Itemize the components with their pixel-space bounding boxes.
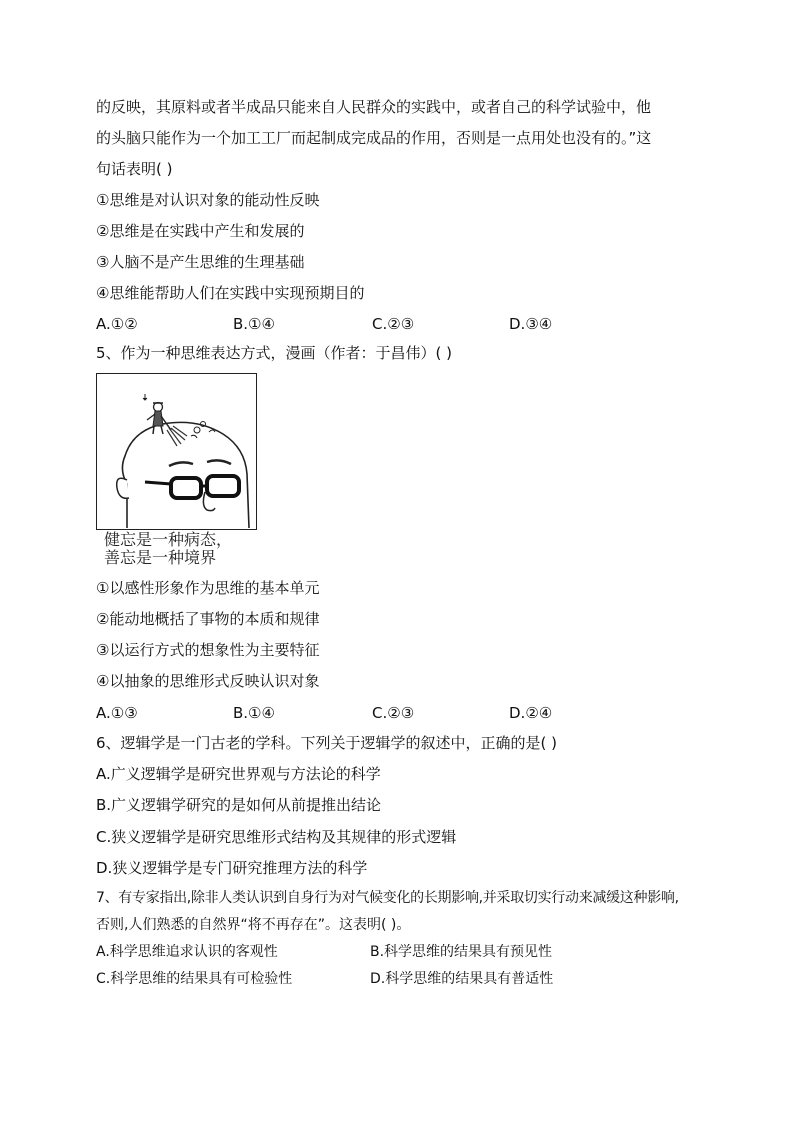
q5-option-c: C.②③: [372, 704, 415, 722]
q4-statement-2: ②思维是在实践中产生和发展的: [96, 222, 305, 240]
q7-option-d: D.科学思维的结果具有普适性: [370, 971, 554, 987]
q5-stem: 5、作为一种思维表达方式，漫画（作者：于昌伟）( ): [96, 344, 453, 362]
cartoon-image: [96, 373, 257, 530]
q5-statement-2: ②能动地概括了事物的本质和规律: [96, 610, 320, 628]
q4-statement-4: ④思维能帮助人们在实践中实现预期目的: [96, 284, 365, 302]
q7-option-a: A.科学思维追求认识的客观性: [96, 944, 278, 960]
q4-stem-line-3: 句话表明( ): [96, 160, 173, 178]
q5-statement-3: ③以运行方式的想象性为主要特征: [96, 641, 320, 659]
cartoon-drawing: [97, 374, 255, 528]
q5-statement-4: ④以抽象的思维形式反映认识对象: [96, 672, 320, 690]
q7-option-c: C.科学思维的结果具有可检验性: [96, 971, 293, 987]
q4-option-d: D.③④: [509, 315, 553, 333]
cartoon-caption-line-2: 善忘是一种境界: [104, 548, 217, 567]
q6-option-d: D.狭义逻辑学是专门研究推理方法的科学: [96, 859, 368, 877]
q6-option-c: C.狭义逻辑学是研究思维形式结构及其规律的形式逻辑: [96, 828, 457, 846]
q4-stem-line-1: 的反映，其原料或者半成品只能来自人民群众的实践中，或者自己的科学试验中，他: [96, 98, 652, 116]
q4-option-a: A.①②: [96, 315, 138, 333]
q5-statement-1: ①以感性形象作为思维的基本单元: [96, 579, 320, 597]
q5-option-a: A.①③: [96, 704, 138, 722]
q4-option-c: C.②③: [372, 315, 415, 333]
q4-statement-1: ①思维是对认识对象的能动性反映: [96, 191, 320, 209]
q7-stem-line-1: 7、有专家指出,除非人类认识到自身行为对气候变化的长期影响,并采取切实行动来减缓这种影响,: [96, 890, 679, 906]
q6-option-a: A.广义逻辑学是研究世界观与方法论的科学: [96, 765, 381, 783]
q7-stem-line-2: 否则,人们熟悉的自然界“将不再存在”。这表明( )。: [96, 917, 411, 933]
q4-stem-line-2: 的头脑只能作为一个加工工厂而起制成完成品的作用，否则是一点用处也没有的。”这: [96, 129, 652, 147]
q6-option-b: B.广义逻辑学研究的是如何从前提推出结论: [96, 796, 382, 814]
q4-option-b: B.①④: [233, 315, 275, 333]
cartoon-caption-line-1: 健忘是一种病态，: [104, 530, 233, 549]
q4-statement-3: ③人脑不是产生思维的生理基础: [96, 253, 305, 271]
q5-option-d: D.②④: [509, 704, 553, 722]
q5-option-b: B.①④: [233, 704, 275, 722]
q6-stem: 6、逻辑学是一门古老的学科。下列关于逻辑学的叙述中，正确的是( ): [96, 734, 558, 752]
q7-option-b: B.科学思维的结果具有预见性: [370, 944, 553, 960]
